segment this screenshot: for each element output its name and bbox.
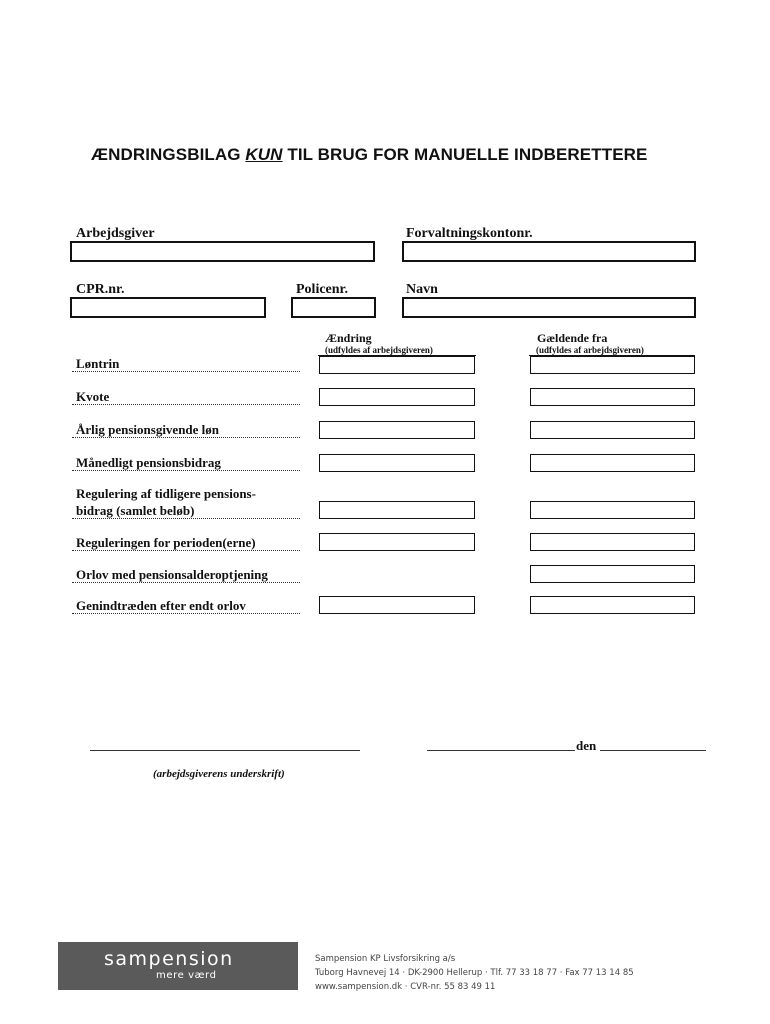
row-label-regulering-perioden: Reguleringen for perioden(erne) <box>76 535 256 550</box>
sampension-logo <box>58 942 298 990</box>
arbejdsgiver-field[interactable] <box>70 241 375 262</box>
row-label-genindtraeden: Genindtræden efter endt orlov <box>76 598 246 613</box>
loentrin-gaeldende-field[interactable] <box>530 356 695 374</box>
place-line[interactable] <box>427 750 575 751</box>
label-arbejdsgiver: Arbejdsgiver <box>76 226 155 241</box>
column-gaeldende-note: (udfyldes af arbejdsgiveren) <box>536 345 644 355</box>
date-line[interactable] <box>600 750 706 751</box>
maanedligt-bidrag-aendring-field[interactable] <box>319 454 475 472</box>
label-navn: Navn <box>406 282 438 297</box>
row-label-regulering-line1: Regulering af tidligere pensions- <box>76 486 256 501</box>
column-aendring: Ændring <box>325 331 372 345</box>
footer-company: Sampension KP Livsforsikring a/s <box>315 954 456 964</box>
row-divider <box>72 437 300 438</box>
logo-brand: sampension <box>104 948 234 970</box>
row-label-orlov: Orlov med pensionsalderoptjening <box>76 567 268 582</box>
title-suffix: TIL BRUG FOR MANUELLE INDBERETTERE <box>282 145 648 164</box>
regulering-gaeldende-field[interactable] <box>530 501 695 519</box>
title-emphasis: KUN <box>245 145 283 164</box>
footer-web: www.sampension.dk · CVR-nr. 55 83 49 11 <box>315 982 496 992</box>
regulering-perioden-gaeldende-field[interactable] <box>530 533 695 551</box>
regulering-perioden-aendring-field[interactable] <box>319 533 475 551</box>
label-cpr: CPR.nr. <box>76 282 125 297</box>
aarlig-loen-gaeldende-field[interactable] <box>530 421 695 439</box>
row-divider <box>72 404 300 405</box>
page-title <box>91 145 647 165</box>
row-divider <box>72 518 300 519</box>
row-label-maanedligt-bidrag: Månedligt pensionsbidrag <box>76 455 221 470</box>
maanedligt-bidrag-gaeldende-field[interactable] <box>530 454 695 472</box>
footer-address: Tuborg Havnevej 14 · DK-2900 Hellerup · Tlf. 77 33 18 77 · Fax 77 13 14 85 <box>315 968 634 978</box>
cpr-field[interactable] <box>70 297 266 318</box>
loentrin-aendring-field[interactable] <box>319 356 475 374</box>
row-divider <box>72 613 300 614</box>
signature-caption: (arbejdsgiverens underskrift) <box>153 768 285 780</box>
row-label-aarlig-loen: Årlig pensionsgivende løn <box>76 422 220 437</box>
logo-tagline: mere værd <box>156 970 217 981</box>
row-divider <box>72 470 300 471</box>
label-forvaltningskontonr: Forvaltningskontonr. <box>406 226 533 241</box>
den-label: den <box>576 738 597 753</box>
row-divider <box>72 550 300 551</box>
kvote-aendring-field[interactable] <box>319 388 475 406</box>
row-label-kvote: Kvote <box>76 389 110 404</box>
kvote-gaeldende-field[interactable] <box>530 388 695 406</box>
column-gaeldende: Gældende fra <box>537 331 608 345</box>
aarlig-loen-aendring-field[interactable] <box>319 421 475 439</box>
regulering-aendring-field[interactable] <box>319 501 475 519</box>
orlov-gaeldende-field[interactable] <box>530 565 695 583</box>
navn-field[interactable] <box>402 297 696 318</box>
signature-line[interactable] <box>90 750 360 751</box>
column-aendring-note: (udfyldes af arbejdsgiveren) <box>325 345 433 355</box>
genindtraeden-aendring-field[interactable] <box>319 596 475 614</box>
label-policenr: Policenr. <box>296 282 348 297</box>
row-label-regulering-line2: bidrag (samlet beløb) <box>76 503 195 518</box>
policenr-field[interactable] <box>291 297 376 318</box>
row-divider <box>72 582 300 583</box>
forvaltningskontonr-field[interactable] <box>402 241 696 262</box>
row-label-loentrin: Løntrin <box>76 356 120 371</box>
genindtraeden-gaeldende-field[interactable] <box>530 596 695 614</box>
title-prefix: ÆNDRINGSBILAG <box>91 145 246 164</box>
row-divider <box>72 371 300 372</box>
